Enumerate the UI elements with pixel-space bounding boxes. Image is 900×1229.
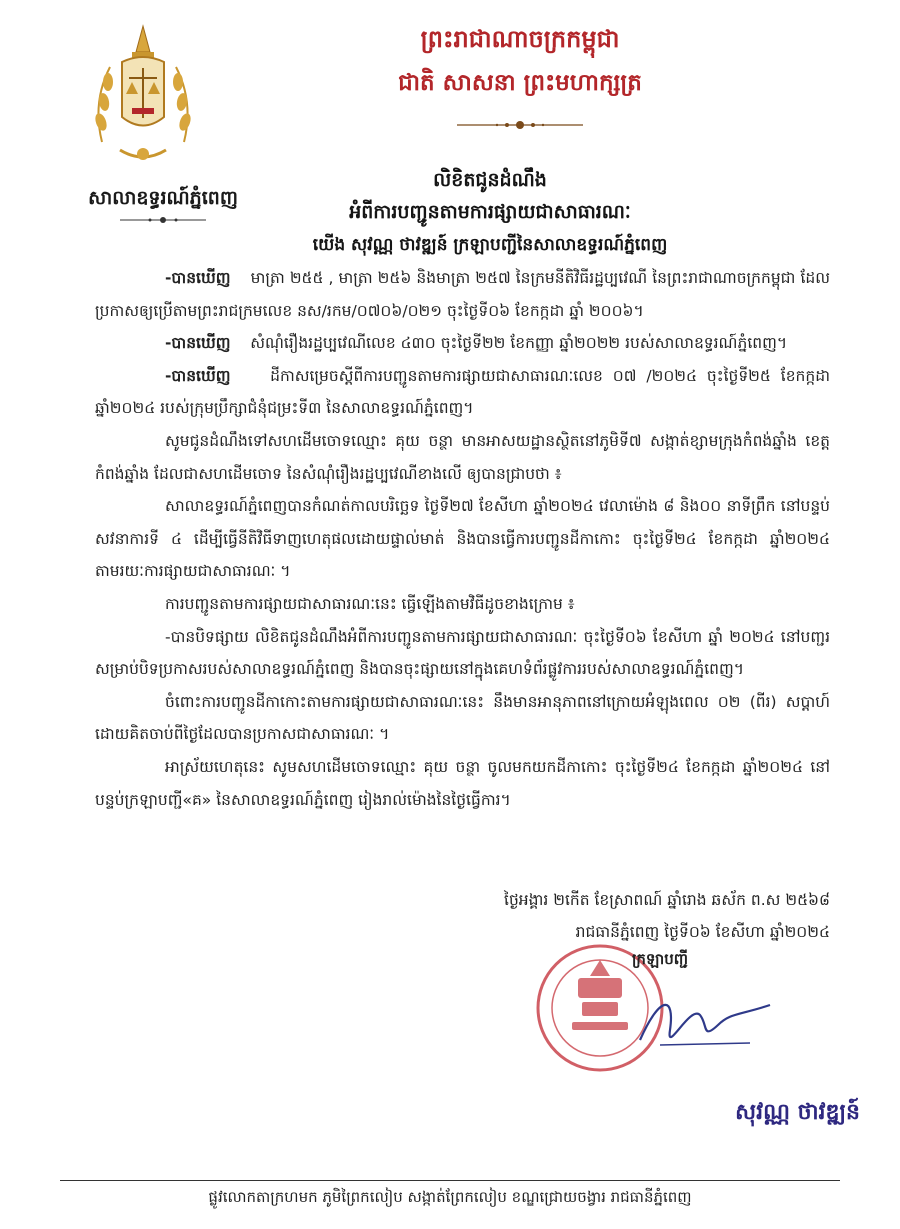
notice-body [95, 262, 830, 816]
document-title: លិខិតជូនដំណឹង [433, 169, 547, 191]
paragraph-method: ការបញ្ជូនតាមការផ្សាយជាសាធារណៈនេះ ធ្វើឡើងតាមវិធីដូចខាងក្រោម ៖ [165, 594, 575, 613]
court-name: សាលាឧទ្ធរណ៍ភ្នំពេញ [88, 187, 238, 209]
paragraph-seen-articles [95, 262, 830, 327]
seen-label: -បានឃើញ [165, 269, 231, 287]
handwritten-signature-icon [630, 985, 780, 1055]
paragraph-seen-case [95, 327, 830, 360]
paragraph-notification: សូមជូនដំណឹងទៅសហដើមចោទឈ្មោះ គុយ ចន្ថា មានអាសយដ្ឋានស្ថិតនៅភូមិទី៧ សង្កាត់ខ្សាមក្រុងកំពង់ឆ្នាំង ខេត្តកំពង់ឆ្នាំង ដែលជាសហដើមចោទ នៃសំណុំរឿងរដ្ឋប្បវេណីខាងលើ ឲ្យបានជ្រាបថា ៖ [95, 431, 830, 483]
document-subtitle: អំពីការបញ្ជូនតាមការផ្សាយជាសាធារណៈ [349, 201, 631, 223]
seen-label: -បានឃើញ [165, 334, 231, 353]
kingdom-heading: ព្រះរាជាណាចក្រកម្ពុជា [420, 24, 620, 53]
seen-label: -បានឃើញ [165, 366, 231, 385]
royal-coat-of-arms-icon [92, 22, 194, 172]
paragraph-conclusion: អាស្រ័យហេតុនេះ សូមសហដើមចោទឈ្មោះ គុយ ចន្ថា ចូលមកយកដីកាកោះ ចុះថ្ងៃទី២៤ ខែកក្កដា ឆ្នាំ២០២៤ នៅបន្ទប់ក្រឡាបញ្ជី«គ» នៃសាលាឧទ្ធរណ៍ភ្នំពេញ រៀងរាល់ម៉ោងនៃថ្ងៃធ្វើការ។ [95, 757, 830, 809]
footer-address: ផ្លូវលោកតាក្រហមក ភូមិព្រៃកលៀប សង្កាត់ព្រែកលៀប ខណ្ឌជ្រោយចង្វារ រាជធានីភ្នំពេញ [208, 1188, 692, 1206]
issuer-line: យើង សុវណ្ណ ថាវឌ្ឍន៍ ក្រឡាបញ្ជីនៃសាលាឧទ្ធរណ៍ភ្នំពេញ [312, 235, 668, 255]
lunar-date: ថ្ងៃអង្គារ ២កើត ខែស្រាពណ៍ ឆ្នាំរោង ឆស័ក ព.ស ២៥៦៨ [504, 891, 830, 909]
paragraph-seen-decision [95, 360, 830, 425]
ornament-divider-icon [455, 118, 585, 132]
paragraph-posting: -បានបិទផ្សាយ លិខិតជូនដំណឹងអំពីការបញ្ជូនតាមការផ្សាយជាសាធារណៈ ចុះថ្ងៃទី០៦ ខែសីហា ឆ្នាំ ២០២៤ នៅបញ្ជរសម្រាប់បិទប្រកាសរបស់សាលាឧទ្ធរណ៍ភ្នំពេញ និងបានចុះផ្សាយនៅក្នុងគេហទំព័រផ្លូវការរបស់សាលាឧទ្ធរណ៍ភ្នំពេញ។ [95, 627, 830, 679]
paragraph-hearing-date: សាលាឧទ្ធរណ៍ភ្នំពេញបានកំណត់កាលបរិច្ឆេទ ថ្ងៃទី២៧ ខែសីហា ឆ្នាំ២០២៤ វេលាម៉ោង ៨ និង០០ នាទីព្រឹក នៅបន្ទប់សវនាការទី ៤ ដើម្បីធ្វើនីតិវិធីទាញហេតុផលដោយផ្ទាល់មាត់ និងបានធ្វើការបញ្ជូនដីកាកោះ ចុះថ្ងៃទី២៤ ខែកក្កដា ឆ្នាំ២០២៤ តាមរយៈការផ្សាយជាសាធារណៈ ។ [95, 497, 830, 581]
paragraph-text: ដីកាសម្រេចស្តីពីការបញ្ជូនតាមការផ្សាយជាសាធារណៈលេខ ០៧ /២០២៤ ចុះថ្ងៃទី២៥ ខែកក្កដា ឆ្នាំ២០២៤ របស់ក្រុមប្រឹក្សាជំនុំជម្រះទី៣ នៃសាលាឧទ្ធរណ៍ភ្នំពេញ។ [95, 366, 830, 418]
ornament-divider-icon [118, 214, 208, 226]
signer-name: សុវណ្ណ ថាវឌ្ឍន៍ [735, 1099, 860, 1125]
paragraph-effect: ចំពោះការបញ្ជូនដីកាកោះតាមការផ្សាយជាសាធារណៈនេះ នឹងមានអានុភាពនៅក្រោយអំឡុងពេល ០២ (ពីរ) សប្តាហ៍ ដោយគិតចាប់ពីថ្ងៃដែលបានប្រកាសជាសាធារណៈ ។ [95, 692, 830, 744]
footer-divider [60, 1180, 840, 1181]
paragraph-text: សំណុំរឿងរដ្ឋប្បវេណីលេខ ៤៣០ ចុះថ្ងៃទី២២ ខែកញ្ញា ឆ្នាំ២០២២ របស់សាលាឧទ្ធរណ៍ភ្នំពេញ។ [250, 334, 788, 353]
paragraph-text: មាត្រា ២៥៥ , មាត្រា ២៥៦ និងមាត្រា ២៥៧ នៃក្រមនីតិវិធីរដ្ឋប្បវេណី នៃព្រះរាជាណាចក្រកម្ពុជា ដែលប្រកាសឲ្យប្រើតាមព្រះរាជក្រមលេខ នស/រកម/០៧០៦/០២១ ចុះថ្ងៃទី០៦ ខែកក្កដា ឆ្នាំ ២០០៦។ [95, 269, 830, 320]
national-motto: ជាតិ សាសនា ព្រះមហាក្សត្រ [398, 69, 642, 96]
solar-date: រាជធានីភ្នំពេញ ថ្ងៃទី០៦ ខែសីហា ឆ្នាំ២០២៤ [575, 923, 830, 941]
signer-title: ក្រឡាបញ្ជី [631, 950, 689, 968]
